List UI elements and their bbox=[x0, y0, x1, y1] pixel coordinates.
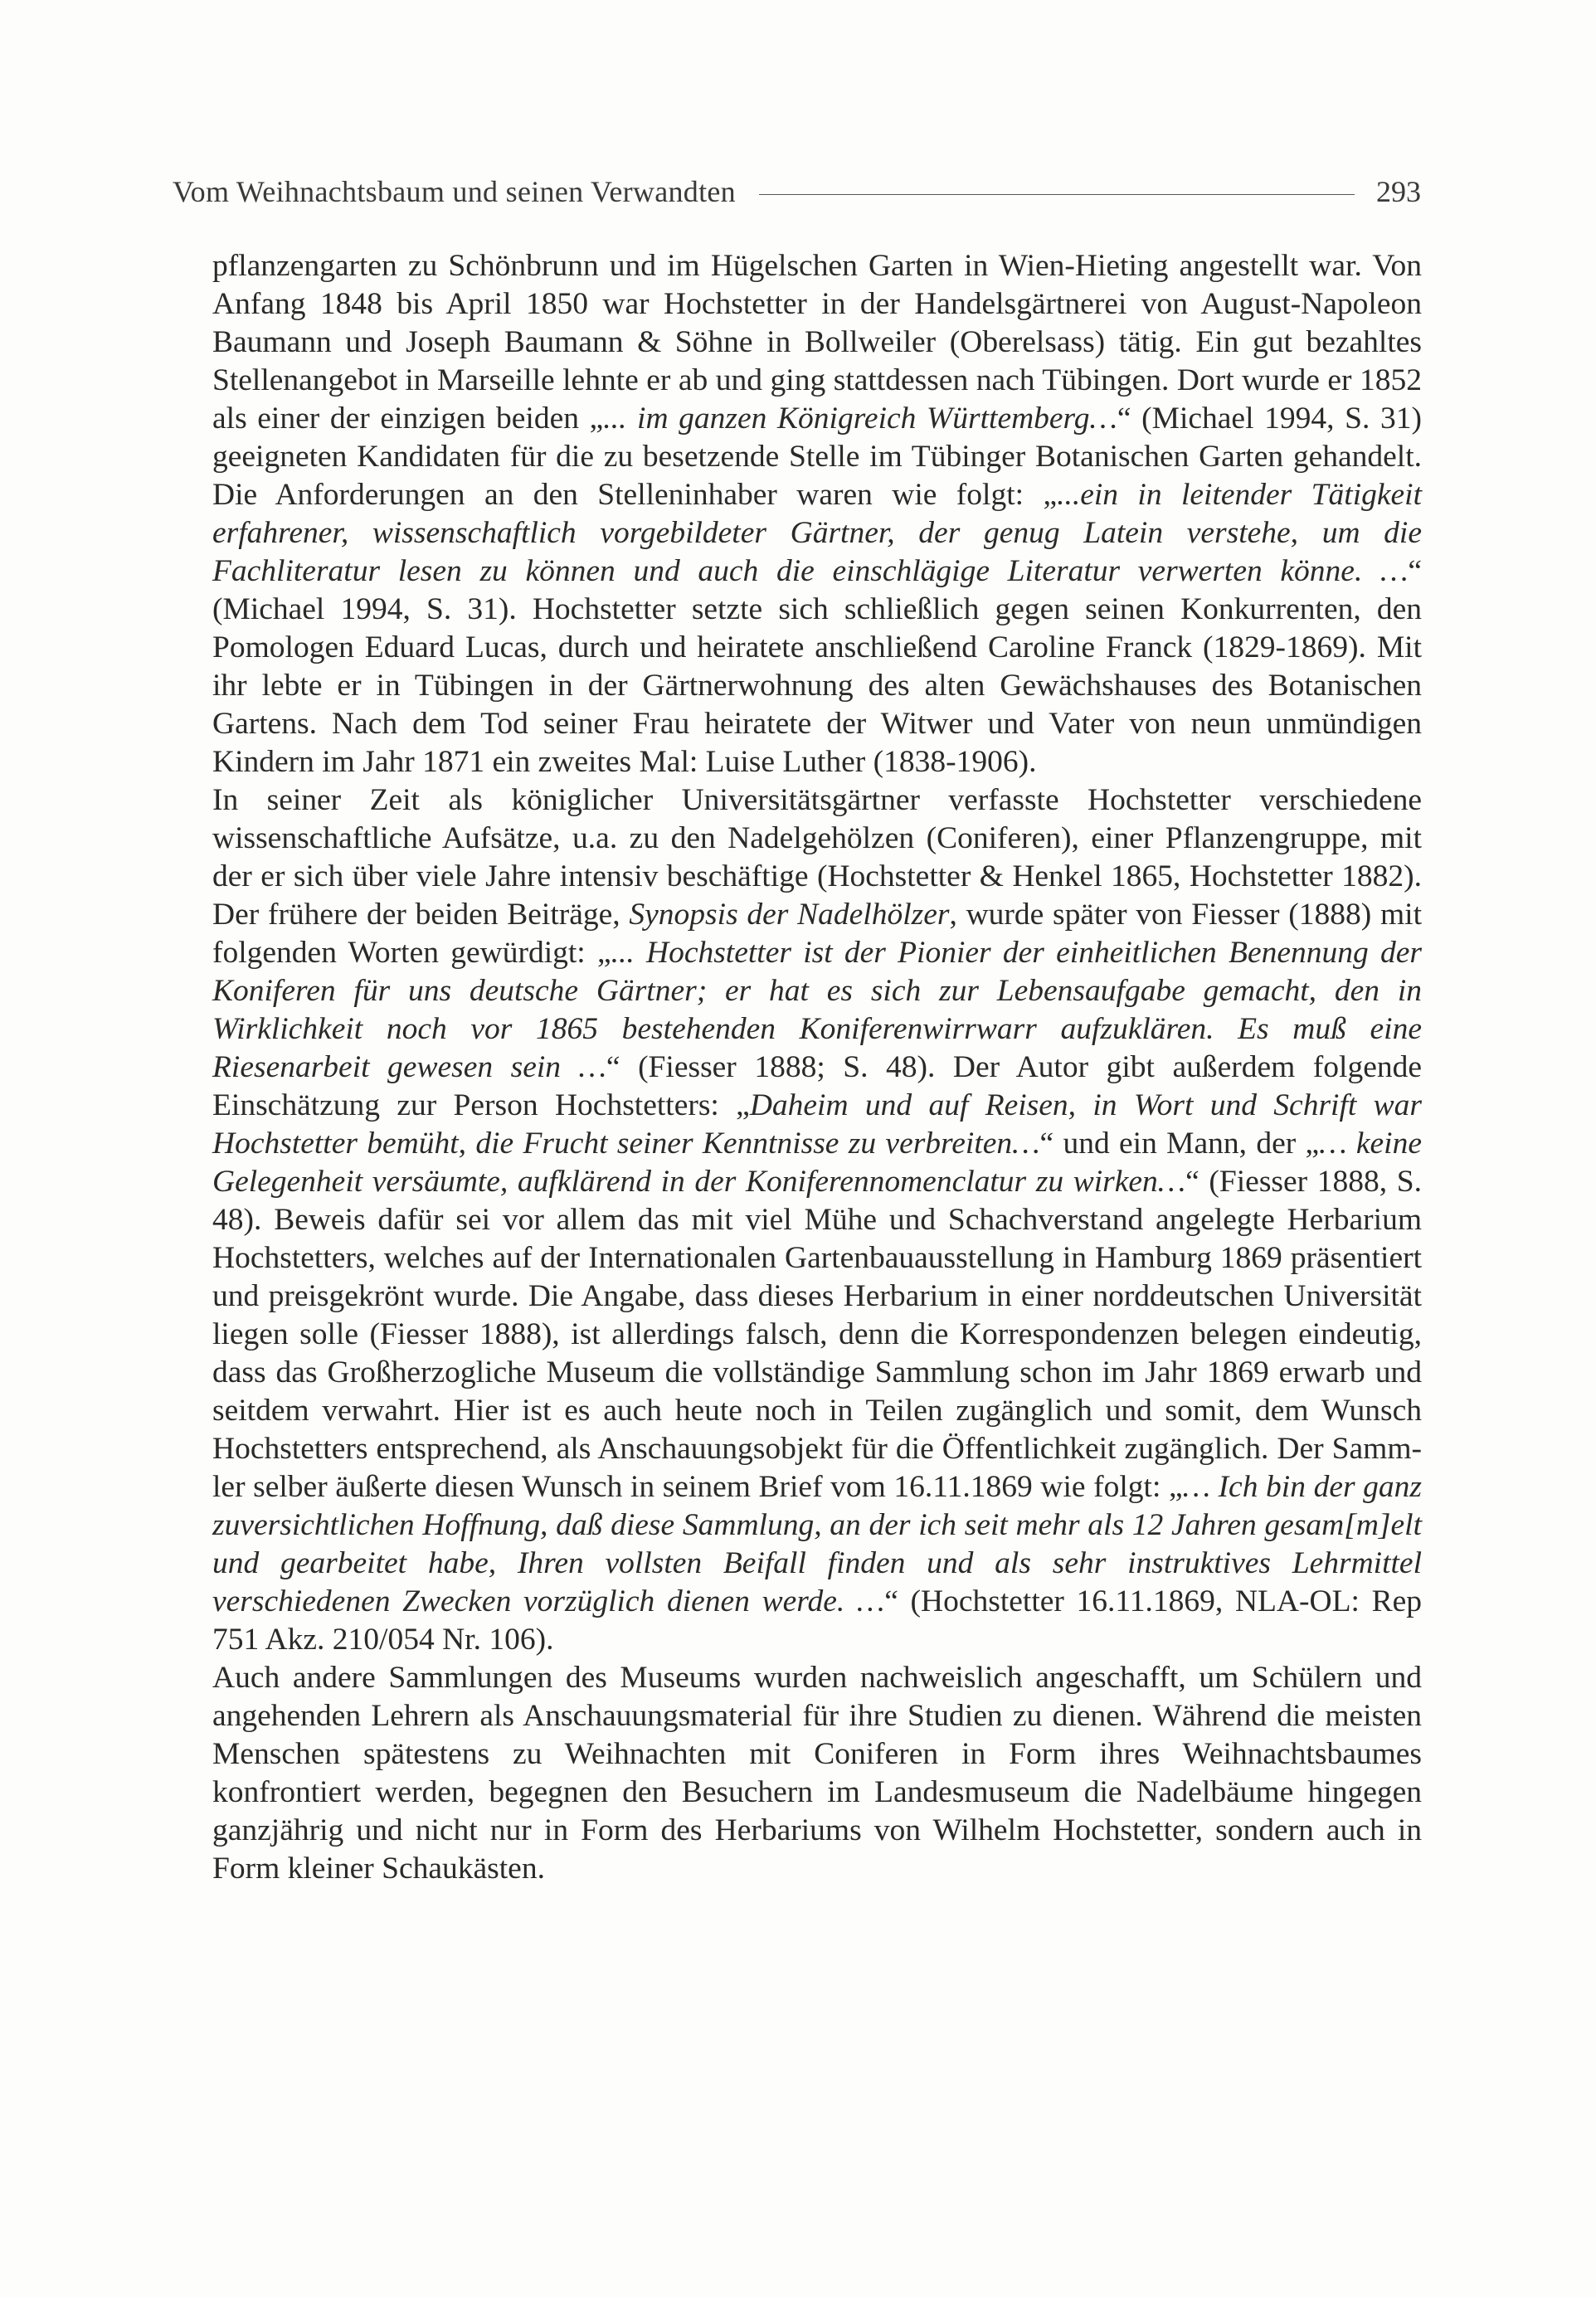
text-run: pflanzengarten zu Schönbrunn und im Hügelschen Garten in Wien-Hieting angestellt war. Von Anfang 1848 bis April 1850 war Hochstetter in der Handelsgärtnerei von August-Napoleon Baumann und Joseph Baumann & Söhne in Bollweiler (Oberelsass) tätig. Ein gut bezahltes Stellenangebot in Marseille lehnte er ab und ging stattdessen nach Tübingen. Dort wurde er 1852 als einer der einzigen beiden „ bbox=[212, 249, 1422, 436]
italic-quote: Daheim und auf Reisen, in Wort und Schrift war Hochstetter bemüht, die Frucht seiner Kenntnisse zu verbreiten… bbox=[212, 1088, 1422, 1161]
paragraph bbox=[212, 247, 1422, 781]
italic-quote: ... im ganzen Königreich Württemberg… bbox=[603, 401, 1117, 436]
italic-quote: Synopsis der Nadelhölzer bbox=[629, 898, 950, 932]
text-run: “ (Fiesser 1888, S. 48). Beweis dafür sei vor allem das mit viel Mühe und Schachverstand angelegte Herbarium Hochstetters, welches auf der Internationalen Gartenbauausstellung in Hamburg 1869 präsentiert und preisgekrönt wurde. Die Angabe, dass dieses Herbarium in einer norddeutschen Universität liegen solle (Fiesser 1888), ist allerdings falsch, denn die Korrespondenzen belegen eindeutig, dass das Großherzogliche Museum die vollständige Sammlung schon im Jahr 1869 erwarb und seitdem verwahrt. Hier ist es auch heute noch in Teilen zugänglich und somit, dem Wunsch Hochstetters entsprechend, als Anschauungsobjekt für die Öffentlichkeit zugänglich. Der Sammler selber äußerte diesen Wunsch in seinem Brief vom 16.11.1869 wie folgt: „ bbox=[212, 1165, 1422, 1504]
text-run: “ (Fiesser 1888; S. 48). Der Autor gibt außerdem folgende Einschätzung zur Person Hochstetters: „ bbox=[212, 1050, 1423, 1122]
text-run: “ (Michael 1994, S. 31). Hochstetter setzte sich schließlich gegen seinen Konkurrenten, den Pomologen Eduard Lucas, durch und heiratete anschließend Caroline Franck (1829-1869). Mit ihr lebte er in Tübingen in der Gärtnerwohnung des alten Gewächshauses des Botanischen Gartens. Nach dem Tod seiner Frau heiratete der Witwer und Vater von neun unmündigen Kindern im Jahr 1871 ein zweites Mal: Luise Luther (1838-1906). bbox=[212, 554, 1422, 779]
text-run: Auch andere Sammlungen des Museums wurden nachweislich angeschafft, um Schülern und angehenden Lehrern als Anschauungsmaterial für ihre Studien zu dienen. Während die meisten Menschen spätestens zu Weihnachten mit Coniferen in Form ihres Weihnachtsbaumes konfrontiert werden, begegnen den Besuchern im Landesmuseum die Nadelbäume hingegen ganzjährig und nicht nur in Form des Herbariums von Wilhelm Hochstetter, sondern auch in Form kleiner Schaukästen. bbox=[212, 1661, 1422, 1886]
text-run: “ (Hochstetter 16.11.1869, NLA-OL: Rep 751 Akz. 210/054 Nr. 106). bbox=[212, 1584, 1422, 1657]
text-run: “ (Michael 1994, S. 31) geeigneten Kandidaten für die zu besetzende Stelle im Tübinger Botanischen Garten gehandelt. Die Anforderungen an den Stelleninhaber waren wie folgt: „ bbox=[212, 401, 1422, 512]
text-run: In seiner Zeit als königlicher Universitätsgärtner verfasste Hochstetter verschiedene wissenschaftliche Aufsätze, u.a. zu den Nadelgehölzen (Coniferen), einer Pflanzengruppe, mit der er sich über viele Jahre intensiv beschäftige (Hochstetter & Henkel 1865, Hochstetter 1882). Der frühere der beiden Beiträge, bbox=[212, 783, 1422, 932]
italic-quote: … Ich bin der ganz zuversichtlichen Hoffnung, daß diese Sammlung, an der ich seit mehr als 12 Jahren gesam[m]elt und gearbeitet habe, Ihren vollsten Beifall finden und als sehr instruktives Lehrmittel verschiedenen Zwecken vorzüglich dienen werde. … bbox=[212, 1470, 1422, 1618]
paragraph bbox=[212, 1659, 1422, 1888]
page-number: 293 bbox=[1376, 175, 1421, 208]
italic-quote: ...ein in leitender Tätigkeit erfahrener, wissenschaftlich vorgebildeter Gärtner, der genug Latein verstehe, um die Fachliteratur lesen zu können und auch die einschlägige Literatur verwerten könne. … bbox=[212, 478, 1422, 588]
body-text bbox=[212, 247, 1422, 1888]
paragraph bbox=[212, 781, 1422, 1659]
running-head bbox=[173, 163, 1421, 221]
text-run: “ und ein Mann, der „ bbox=[1039, 1127, 1320, 1161]
running-head-rule bbox=[759, 194, 1355, 195]
italic-quote: ... Hochstetter ist der Pionier der einheitlichen Benennung der Koniferen für uns deutsche Gärtner; er hat es sich zur Lebensaufgabe gemacht, den in Wirklichkeit noch vor 1865 bestehenden Koniferenwirrwarr aufzuklären. Es muß eine Riesenarbeit gewesen sein … bbox=[212, 936, 1423, 1084]
italic-quote: … keine Gelegenheit versäumte, aufklärend in der Koniferennomenclatur zu wirken… bbox=[212, 1127, 1422, 1199]
text-run: , wurde später von Fiesser (1888) mit folgenden Worten gewürdigt: „ bbox=[212, 898, 1422, 970]
running-head-title: Vom Weihnachtsbaum und seinen Verwandten bbox=[173, 175, 736, 208]
